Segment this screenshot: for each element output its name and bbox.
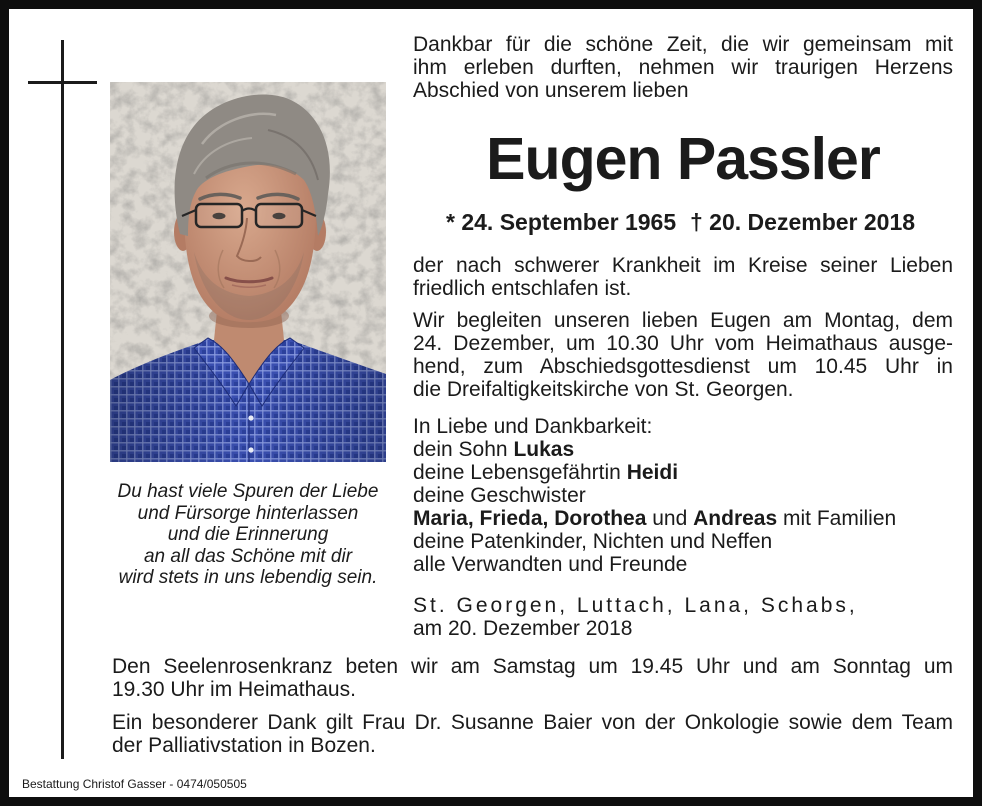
son-name: Lukas [513,438,575,461]
funeral-paragraph [413,309,953,401]
siblings-names-line [413,507,953,530]
funeral-line: die Dreifaltigkeitskirche von St. Georgen. [413,378,794,401]
deceased-name: Eugen Passler [486,126,880,192]
partner-name: Heidi [626,461,679,484]
passing-line: friedlich entschlafen ist. [413,277,632,300]
place-date-signature [413,594,953,640]
quote-line: und Fürsorge hinterlassen [137,502,359,524]
glasses-left-lens [196,204,242,227]
intro-line: ihm erleben durften, nehmen wir traurigen Herzens [413,56,953,79]
mourner-partner-line [413,461,953,484]
funeral-line: 24. Dezember, um 10.30 Uhr vom Heimathaus ausge- [413,332,953,355]
passing-line: der nach schwerer Krankheit im Kreise seiner Lieben [413,254,953,277]
quote-line: an all das Schöne mit dir [143,545,353,567]
sibling-final-name: Andreas [693,507,778,530]
funeral-line: hend, zum Abschiedsgottesdienst um 10.45 Uhr in [413,355,953,378]
quote-line: wird stets in uns lebendig sein. [118,567,378,588]
thanks-line: der Palliativstation in Bozen. [112,734,376,757]
sibling-names: Maria, Frieda, Dorothea [413,507,647,530]
birth-date: * 24. September 1965 [446,209,677,235]
portrait-photo [110,82,386,462]
funeral-home-credit: Bestattung Christof Gasser - 0474/050505 [22,777,247,791]
rosary-line: 19.30 Uhr im Heimathaus. [112,678,356,701]
glasses-right-lens [256,204,302,227]
godchildren-line: deine Patenkinder, Nichten und Neffen [413,530,773,553]
rosary-line: Den Seelenrosenkranz beten wir am Samstag um 19.45 Uhr und am Sonntag um [112,655,953,678]
rosary-paragraph [112,655,953,701]
intro-line: Dankbar für die schöne Zeit, die wir gemeinsam mit [413,33,953,56]
son-relation: dein Sohn [413,438,508,461]
intro-line: Abschied von unserem lieben [413,79,689,102]
siblings-conjunction: und [652,507,688,530]
memorial-quote [110,481,386,589]
siblings-label: deine Geschwister [413,484,586,507]
signature-date: am 20. Dezember 2018 [413,617,633,640]
mourner-son-line [413,438,953,461]
relatives-line: alle Verwandten und Freunde [413,553,688,576]
places-line: St. Georgen, Luttach, Lana, Schabs, [413,594,858,617]
mourners-heading: In Liebe und Dankbarkeit: [413,415,653,438]
portrait-image [110,82,386,462]
intro-paragraph [413,33,953,102]
thanks-line: Ein besonderer Dank gilt Frau Dr. Susanne Baier von der Onkologie sowie dem Team [112,711,953,734]
passing-paragraph [413,254,953,300]
cross-horizontal-bar [28,81,97,84]
quote-line: und die Erinnerung [167,524,329,545]
funeral-line: Wir begleiten unseren lieben Eugen am Montag, dem [413,309,953,332]
partner-relation: deine Lebensgefährtin [413,461,621,484]
mourners-list [413,415,953,576]
shirt-button [248,447,253,452]
cross-vertical-bar [61,40,64,759]
cross-icon [28,40,97,759]
quote-line: Du hast viele Spuren der Liebe [117,481,379,502]
death-date: † 20. Dezember 2018 [690,209,916,235]
siblings-suffix: mit Familien [783,507,897,530]
thanks-paragraph [112,711,953,757]
shirt-button [248,415,253,420]
